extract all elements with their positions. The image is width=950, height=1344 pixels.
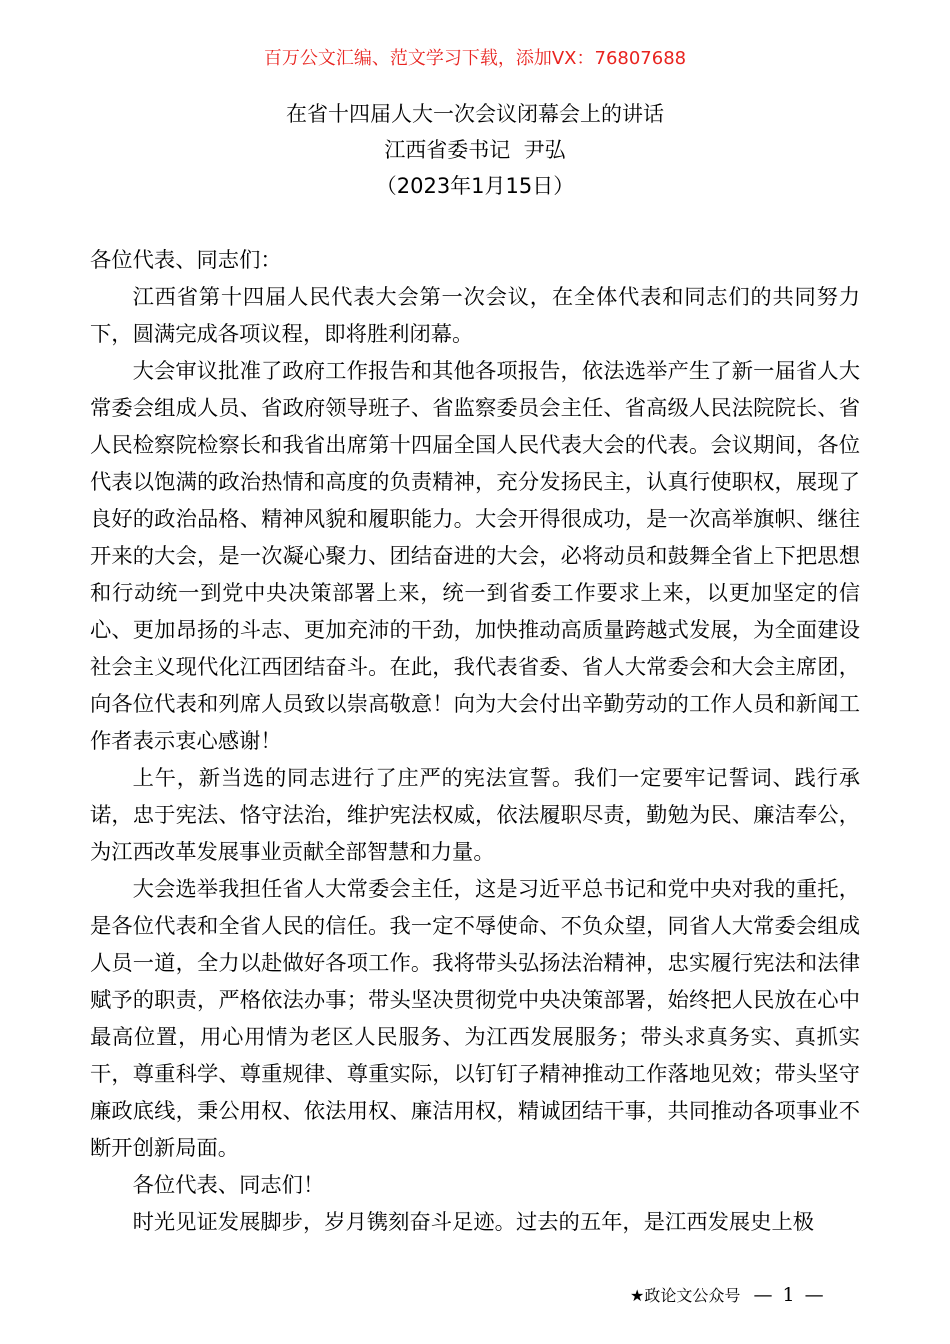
document-body xyxy=(90,242,860,1241)
paragraph: 时光见证发展脚步，岁月镌刻奋斗足迹。过去的五年，是江西发展史上极 xyxy=(132,1210,815,1235)
footer-source: ★政论文公众号 xyxy=(630,1286,741,1305)
document-date: （2023年1月15日） xyxy=(375,174,575,198)
paragraph: 大会审议批准了政府工作报告和其他各项报告，依法选举产生了新一届省人大常委会组成人员、省政府领导班子、省监察委员会主任、省高级人民法院院长、省人民检察院检察长和我省出席第十四届全国人民代表大会的代表。会议期间，各位代表以饱满的政治热情和高度的负责精神，充分发扬民主，认真行使职权，展现了良好的政治品格、精神风貌和履职能力。大会开得很成功，是一次高举旗帜、继往开来的大会，是一次凝心聚力、团结奋进的大会，必将动员和鼓舞全省上下把思想和行动统一到党中央决策部署上来，统一到省委工作要求上来，以更加坚定的信心、更加昂扬的斗志、更加充沛的干劲，加快推动高质量跨越式发展，为全面建设社会主义现代化江西团结奋斗。在此，我代表省委、省人大常委会和大会主席团，向各位代表和列席人员致以崇高敬意！向为大会付出辛勤劳动的工作人员和新闻工作者表示衷心感谢！ xyxy=(90,359,860,754)
page-number: — 1 — xyxy=(753,1284,826,1306)
salutation: 各位代表、同志们： xyxy=(90,248,282,273)
page-footer xyxy=(630,1284,826,1307)
paragraph: 江西省第十四届人民代表大会第一次会议，在全体代表和同志们的共同努力下，圆满完成各项议程，即将胜利闭幕。 xyxy=(90,285,860,347)
paragraph: 大会选举我担任省人大常委会主任，这是习近平总书记和党中央对我的重托，是各位代表和全省人民的信任。我一定不辱使命、不负众望，同省人大常委会组成人员一道，全力以赴做好各项工作。我将带头弘扬法治精神，忠实履行宪法和法律赋予的职责，严格依法办事；带头坚决贯彻党中央决策部署，始终把人民放在心中最高位置，用心用情为老区人民服务、为江西发展服务；带头求真务实、真抓实干，尊重科学、尊重规律、尊重实际，以钉钉子精神推动工作落地见效；带头坚守廉政底线，秉公用权、依法用权、廉洁用权，精诚团结干事，共同推动各项事业不断开创新局面。 xyxy=(90,877,860,1161)
paragraph-salutation: 各位代表、同志们！ xyxy=(132,1173,325,1198)
watermark-banner: 百万公文汇编、范文学习下载，添加VX：76807688 xyxy=(263,48,687,69)
title-block xyxy=(0,96,950,204)
paragraph: 上午，新当选的同志进行了庄严的宪法宣誓。我们一定要牢记誓词、践行承诺，忠于宪法、恪守法治，维护宪法权威，依法履职尽责，勤勉为民、廉洁奉公，为江西改革发展事业贡献全部智慧和力量。 xyxy=(90,766,860,865)
document-title: 在省十四届人大一次会议闭幕会上的讲话 xyxy=(286,102,664,126)
document-author: 江西省委书记 尹弘 xyxy=(384,138,566,162)
